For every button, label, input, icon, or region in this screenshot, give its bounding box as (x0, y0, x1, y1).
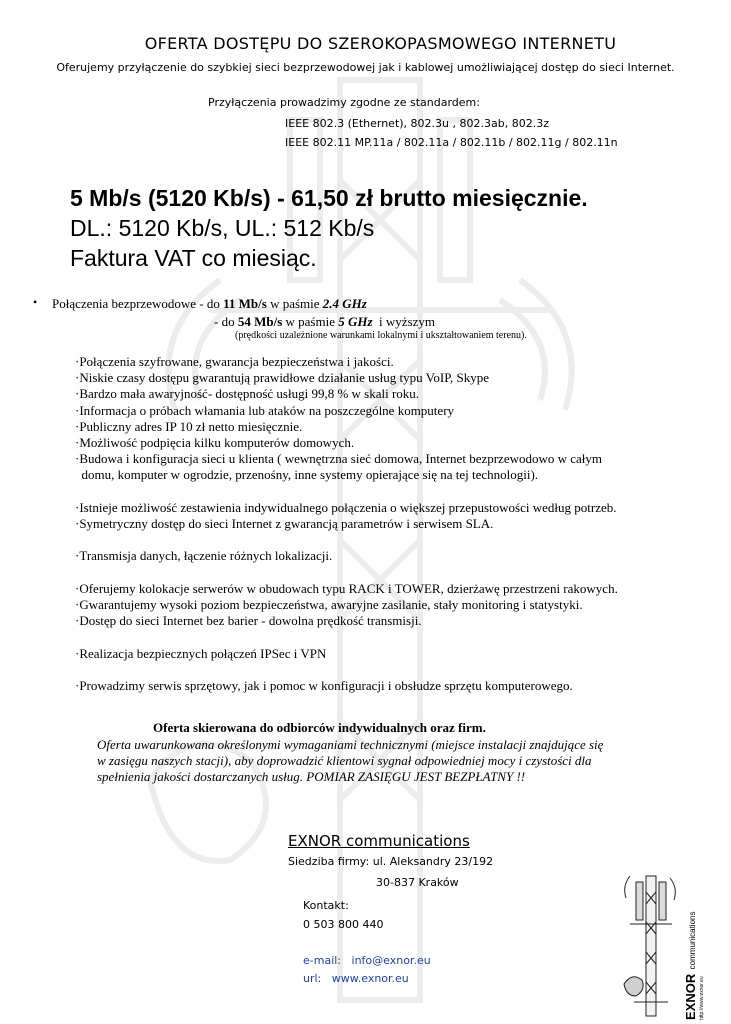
feature-item: ·Realizacja bezpiecznych połączeń IPSec i VPN (75, 645, 327, 661)
company-address-line-2: 30-837 Kraków (376, 876, 459, 889)
feature-item: ·Transmisja danych, łączenie różnych lokalizacji. (75, 548, 333, 564)
email-link[interactable]: info@exnor.eu (351, 954, 431, 967)
feature-group (75, 581, 695, 630)
offer-price: 5 Mb/s (5120 Kb/s) - 61,50 zł brutto miesięcznie. (70, 185, 588, 211)
standard-line: IEEE 802.3 (Ethernet), 802.3u , 802.3ab, 802.3z (285, 117, 549, 130)
feature-group (75, 354, 695, 484)
email-label: e-mail: (303, 954, 342, 967)
logo-website: http://www.exnor.eu (699, 976, 705, 1020)
feature-item: ·Prowadzimy serwis sprzętowy, jak i pomoc w konfiguracji i obsłudze sprzętu komputerowego. (75, 677, 573, 693)
standard-line: IEEE 802.11 MP.11a / 802.11a / 802.11b / 802.11g / 802.11n (285, 136, 618, 149)
feature-item: ·Publiczny adres IP 10 zł netto miesięcznie. (75, 418, 303, 434)
feature-item: ·Istnieje możliwość zestawienia indywidualnego połączenia o większej przepustowości według potrzeb. (75, 499, 617, 515)
feature-item: ·Bardzo mała awaryjność- dostępność usługi 99,8 % w skali roku. (75, 386, 420, 402)
standards-intro: Przyłączenia prowadzimy zgodne ze standardem: (208, 96, 480, 109)
target-body-line: spełnienia jakości dostarczanych usług. POMIAR ZASIĘGU JEST BEZPŁATNY !! (97, 769, 526, 784)
logo-text (682, 870, 708, 1020)
company-name: EXNOR communications (288, 832, 470, 850)
bullet-icon: • (33, 295, 38, 309)
contact-url-row (303, 972, 409, 985)
feature-item: ·Połączenia szyfrowane, gwarancja bezpieczeństwa i jakości. (75, 354, 394, 369)
page-title: OFERTA DOSTĘPU DO SZEROKOPASMOWEGO INTERNETU (144, 34, 617, 53)
contact-label: Kontakt: (303, 899, 349, 912)
target-body-line: w zasięgu naszych stacji), aby doprowadzić klientowi sygnał odpowiedniej mocy i czystości dla (97, 753, 592, 768)
wireless-line-1: Połączenia bezprzewodowe - do 11 Mb/s w paśmie 2.4 GHz (52, 296, 367, 311)
target-heading: Oferta skierowana do odbiorców indywidualnych oraz firm. (153, 720, 486, 735)
logo-tagline: communications (688, 911, 697, 970)
feature-item: ·Gwarantujemy wysoki poziom bezpieczeństwa, awaryjne zasilanie, stały monitoring i statystyki. (75, 597, 583, 612)
feature-item: ·Oferujemy kolokacje serwerów w obudowach typu RACK i TOWER, dzierżawę przestrzeni rakowych. (75, 580, 618, 596)
contact-email-row (303, 954, 431, 967)
feature-item: ·Niskie czasy dostępu gwarantują prawidłowe działanie usług typu VoIP, Skype (75, 370, 489, 386)
logo-brand: EXNOR (683, 973, 698, 1020)
feature-item: ·Budowa i konfiguracja sieci u klienta ( wewnętrzna sieć domowa, Internet bezprzewodowo w całym (75, 451, 603, 467)
feature-group (75, 646, 695, 662)
wireless-line-2: - do 54 Mb/s w paśmie 5 GHz i wyższym (214, 314, 436, 329)
feature-item: ·Symetryczny dostęp do sieci Internet z gwarancją parametrów i serwisem SLA. (75, 516, 494, 532)
feature-group (75, 678, 695, 694)
target-body-line: Oferta uwarunkowana określonymi wymaganiami technicznymi (miejsce instalacji znajdujące się (97, 737, 604, 752)
feature-group (75, 500, 695, 532)
wireless-note: (prędkości uzależnione warunkami lokalnymi i ukształtowaniem terenu). (235, 330, 527, 341)
offer-invoice: Faktura VAT co miesiąc. (70, 245, 317, 271)
offer-speeds: DL.: 5120 Kb/s, UL.: 512 Kb/s (70, 215, 375, 241)
antenna-mast-icon (620, 872, 680, 1020)
company-logo (620, 872, 710, 1020)
company-address-line-1: Siedziba firmy: ul. Aleksandry 23/192 (288, 855, 494, 868)
url-link[interactable]: www.exnor.eu (331, 972, 409, 985)
features-list (75, 354, 695, 694)
feature-group (75, 548, 695, 564)
target-body (97, 737, 677, 785)
feature-item: ·Informacja o próbach włamania lub ataków na poszczególne komputery (75, 402, 455, 418)
page-subtitle: Oferujemy przyłączenie do szybkiej sieci bezprzewodowej jak i kablowej umożliwiającej dostęp do sieci Internet. (56, 61, 675, 74)
feature-item: ·Możliwość podpięcia kilku komputerów domowych. (75, 435, 355, 451)
feature-item: ·Dostęp do sieci Internet bez barier - dowolna prędkość transmisji. (75, 613, 422, 629)
feature-item: domu, komputer w ogrodzie, przenośny, inne systemy opierające się na tej technologii). (75, 467, 539, 483)
url-label: url: (303, 972, 322, 985)
contact-phone: 0 503 800 440 (303, 918, 384, 931)
